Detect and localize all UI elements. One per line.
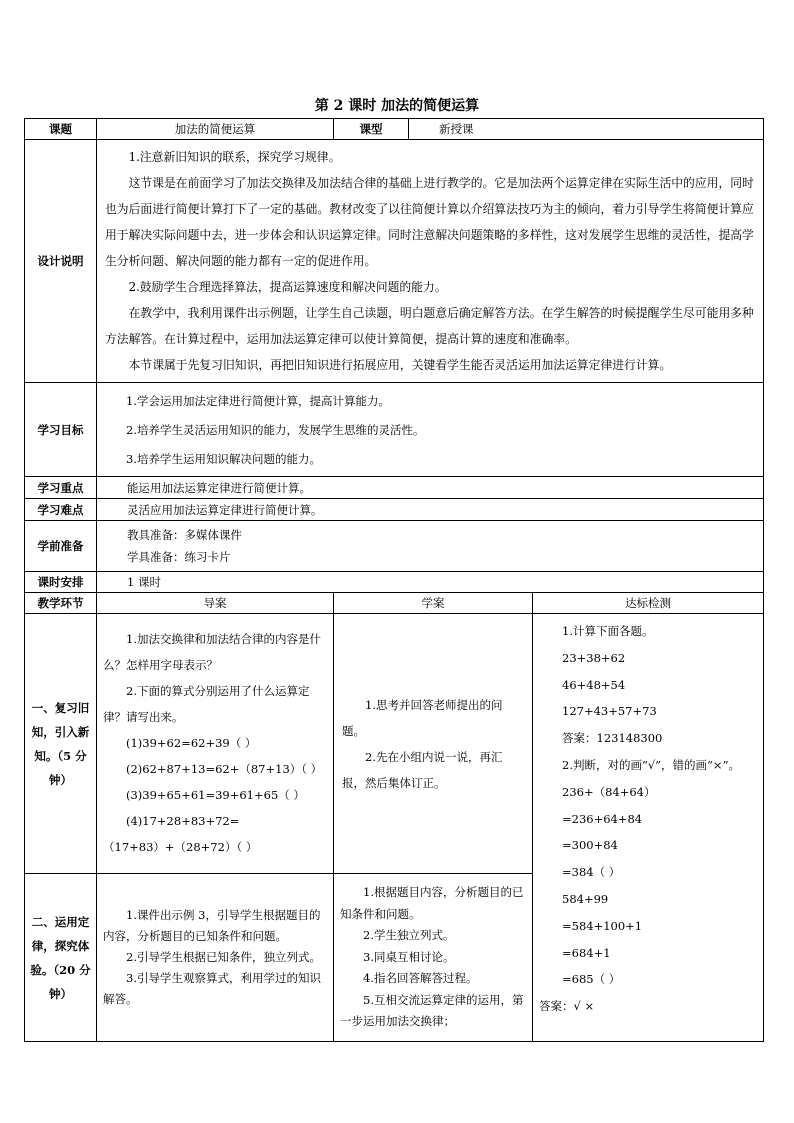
lesson-label: 课题 <box>25 119 97 140</box>
stage2-guide-item: 2.引导学生根据已知条件，独立列式。 <box>126 950 321 964</box>
check-item: 127+43+57+73 <box>562 704 657 719</box>
col-study: 学案 <box>334 593 533 614</box>
design-paragraph: 在教学中，我利用课件出示例题，让学生自己读题，明白题意后确定解答方法。在学生解答的时候提醒学生尽可能用多种方法解答。在计算过程中，运用加法运算定律可以使计算简便，提高计算的速度和准确率。 <box>105 306 754 346</box>
goal-item: 2.培养学生灵活运用知识的能力，发展学生思维的灵活性。 <box>126 423 425 437</box>
stage1-guide-item: (1)39+62=62+39（ ） <box>126 735 257 750</box>
design-paragraph: 1.注意新旧知识的联系，探究学习规律。 <box>128 150 341 164</box>
col-check: 达标检测 <box>533 593 764 614</box>
design-paragraph: 2.鼓励学生合理选择算法，提高运算速度和解决问题的能力。 <box>128 280 447 294</box>
stage1-guide-item: (3)39+65+61=39+61+65（ ） <box>126 787 305 802</box>
stage2-study-item: 2.学生独立列式。 <box>363 928 455 943</box>
stage1-name: 一、复习旧知，引入新知。（5 分钟） <box>25 614 97 874</box>
key-label: 学习重点 <box>25 477 97 499</box>
prep-student: 学具准备：练习卡片 <box>127 550 231 564</box>
stage1-study-item: 1.思考并回答老师提出的问题。 <box>342 697 503 738</box>
design-paragraph: 本节课属于先复习旧知识，再把旧知识进行拓展应用，关键看学生能否灵活运用加法运算定律进行计算。 <box>128 358 672 372</box>
check-item: 2.判断，对的画“√”，错的画“×”。 <box>562 757 740 772</box>
stage2-name: 二、运用定律，探究体验。（20 分钟） <box>25 874 97 1042</box>
stage2-guide-item: 3.引导学生观察算式，利用学过的知识解答。 <box>103 971 321 1006</box>
goal-item: 1.学会运用加法定律进行简便计算，提高计算能力。 <box>126 394 390 408</box>
prep-label: 学前准备 <box>25 521 97 572</box>
check-item: =236+64+84 <box>562 811 643 826</box>
check-item: 23+38+62 <box>562 650 626 665</box>
check-item: =384（ ） <box>562 865 621 880</box>
check-item: 584+99 <box>562 891 609 906</box>
stage1-guide-item: (4)17+28+83+72=（17+83）+（28+72）（ ） <box>103 813 258 854</box>
stage2-study-item: 1.根据题目内容，分析题目的已知条件和问题。 <box>340 885 524 921</box>
check-item: =300+84 <box>562 838 618 853</box>
check-item: =584+100+1 <box>562 918 643 933</box>
check-answer: 答案：√ × <box>539 999 595 1014</box>
design-paragraph: 这节课是在前面学习了加法交换律及加法结合律的基础上进行教学的。它是加法两个运算定律在实际生活中的应用，同时也为后面进行简便计算打下了一定的基础。教材改变了以往简便计算以介绍算法技巧为主的倾向，着力引导学生将简便计算应用于解决实际问题中去，进一步体会和认识运算定律。同时注意解决问题策略的多样性，这对发展学生思维的灵活性，提高学生分析问题、解决问题的能力都有一定的促进作用。 <box>105 176 754 268</box>
stage1-guide-item: 2.下面的算式分别运用了什么运算定律？请写出来。 <box>103 683 310 724</box>
check-item: =685（ ） <box>562 972 621 987</box>
page-title: 第 2 课时 加法的简便运算 <box>314 98 480 114</box>
difficulty-value: 灵活应用加法运算定律进行简便计算。 <box>97 499 764 521</box>
goal-item: 3.培养学生运用知识解决问题的能力。 <box>126 452 321 466</box>
check-item: 1.计算下面各题。 <box>562 624 654 638</box>
type-value: 新授课 <box>409 119 764 140</box>
check-item: 答案：123148300 <box>562 731 663 746</box>
schedule-value: 1 课时 <box>97 572 764 593</box>
col-guide: 导案 <box>97 593 334 614</box>
stage2-study-item: 3.同桌互相讨论。 <box>363 949 455 964</box>
stage2-study-item: 5.互相交流运算定律的运用，第一步运用加法交换律； <box>340 992 524 1029</box>
check-item: 46+48+54 <box>562 677 626 692</box>
check-item: 236+（84+64） <box>562 784 656 799</box>
goals-label: 学习目标 <box>25 383 97 477</box>
lesson-plan-table <box>24 118 764 1042</box>
schedule-label: 课时安排 <box>25 572 97 593</box>
col-stage: 教学环节 <box>25 593 97 614</box>
stage1-study-item: 2.先在小组内说一说，再汇报，然后集体订正。 <box>342 749 503 790</box>
stage1-guide-item: (2)62+87+13=62+（87+13）（ ） <box>126 761 323 776</box>
key-value: 能运用加法运算定律进行简便计算。 <box>97 477 764 499</box>
difficulty-label: 学习难点 <box>25 499 97 521</box>
design-label: 设计说明 <box>25 140 97 383</box>
prep-teacher: 教具准备：多媒体课件 <box>127 528 242 542</box>
lesson-value: 加法的简便运算 <box>97 119 334 140</box>
stage2-guide-item: 1.课件出示例 3，引导学生根据题目的内容，分析题目的已知条件和问题。 <box>103 908 321 943</box>
stage1-guide-item: 1.加法交换律和加法结合律的内容是什么？怎样用字母表示？ <box>103 631 321 672</box>
type-label: 课型 <box>334 119 409 140</box>
check-item: =684+1 <box>562 945 611 960</box>
stage2-study-item: 4.指名回答解答过程。 <box>363 971 478 986</box>
